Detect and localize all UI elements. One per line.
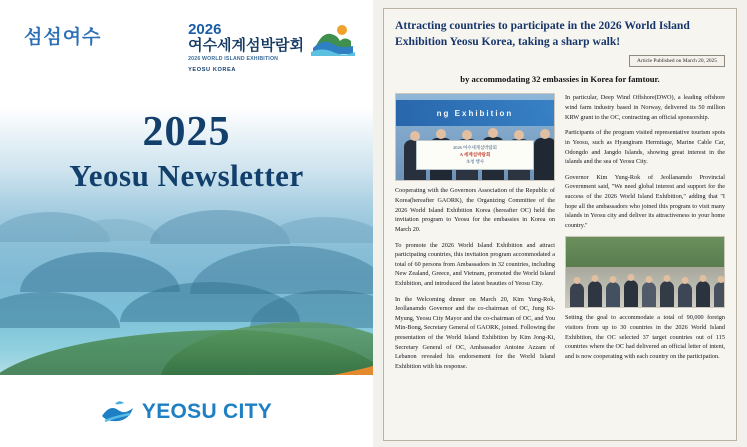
article-paragraph: To promote the 2026 World Island Exhibition and attract participating countries, this invitation program accommodated a total of 60 persons from Ambassadors in 32 countries, including New Zealand, Greece, and Vietnam, promoted the World Island Exhibition, and introduced the latest beauties of Yeosu City. — [395, 241, 555, 287]
article-frame — [383, 8, 737, 441]
article-paragraph: Cooperating with the Governors Association of the Republic of Korea(hereafter GAORK), the Organizing Committee of the 2026 World Island Exhibition Korea (hereafter OC) held the invitation program to Yeosu for the embassies in Korea on March 20. — [395, 187, 555, 233]
yeosu-city-mark-icon — [101, 399, 134, 425]
article-left-column — [395, 93, 555, 432]
article-paragraph: In the Welcoming dinner on March 20, Kim Yung-Rok, Jeollanamdo Governor and the co-chairman of OC, Jung Ki-Myung, Yeosu City Mayor and the co-chairman of OC, and You Min-Bong, Secretary General of GAORK, joined. Following the presentation of the World Island Exhibition by Kim Jong-Ki, Secretary General of OC, Ambassador Antoine Azzam of Lebanon revealed his endorsement for the World Island Exhibition with his response. — [395, 295, 555, 370]
article-photo-group-tour — [565, 236, 725, 308]
expo-english-line2: YEOSU KOREA — [188, 67, 237, 74]
cover-year: 2025 — [142, 109, 231, 155]
yeosu-city-logo — [0, 399, 373, 425]
article-photo-ceremony — [395, 93, 555, 181]
expo-english-line1: 2026 WORLD ISLAND EXHIBITION — [188, 56, 279, 63]
article-paragraph: Participants of the program visited representative tourism spots in Yeosu, such as Hyangiram Hermitage, Marine Cable Car, Odongdo and Jangdo Islands, showing great interest in the islands and the sea of Yeosu City. — [565, 129, 725, 166]
article-publish-date: Article Published on March 20, 2025 — [629, 55, 725, 67]
yeosu-city-logo-text: YEOSU CITY — [141, 400, 273, 423]
cover-header — [0, 0, 373, 74]
article-right-column — [565, 93, 725, 432]
expo-emblem-icon — [311, 22, 355, 56]
board-line-2: 초청 행사 — [465, 158, 485, 164]
article-columns — [395, 93, 725, 432]
article-headline: Attracting countries to participate in the 2026 World Island Exhibition Yeosu Korea, taking a sharp walk! — [395, 19, 690, 48]
article-paragraph: Setting the goal to accommodate a total of 90,000 foreign visitors from up to 30 countries in the 2026 World Island Exhibition, the OC selected 37 target countries out of 115 countries where the OC had delivered an official letter of intent, and is now cooperating with each country on the participation. — [565, 314, 725, 360]
article-paragraph: Governor Kim Yung-Rok of Jeollanamdo Provincial Government said, "We need global interest and support for the success of the 2026 World Island Exhibition," adding that "I hope all the ambassadors who joined this program to visit many islands in Yeosu city and deliver its attractiveness to your home country." — [565, 173, 725, 229]
article-subheadline: by accommodating 32 embassies in Korea for famtour. — [460, 74, 660, 85]
newsletter-article-page — [373, 0, 747, 447]
cover-title-block — [0, 110, 373, 194]
photo-crowd — [566, 267, 724, 307]
cover-newsletter-title: Yeosu Newsletter — [69, 158, 304, 194]
photo-banner-text: ng Exhibition — [396, 100, 554, 126]
photo-held-board — [416, 140, 534, 170]
board-line-red: A 세계섬박람회 — [459, 152, 491, 157]
photo-trees — [566, 237, 724, 271]
yeosu-korean-brand-logo: 섬섬여수 — [24, 27, 102, 48]
board-line-1: 2026 여수세계섬박람회 — [453, 145, 497, 151]
expo-logo-lockup — [188, 22, 355, 74]
article-paragraph: In particular, Deep Wind Offshore(DWO), a leading offshore wind farm industry based in Norway, delivered its 50 million KRW grant to the OC, contracting an official sponsorship. — [565, 94, 725, 121]
expo-year-label: 2026 — [188, 21, 222, 38]
newsletter-cover-page — [0, 0, 373, 447]
expo-korean-title: 여수세계섬박람회 — [188, 37, 304, 54]
